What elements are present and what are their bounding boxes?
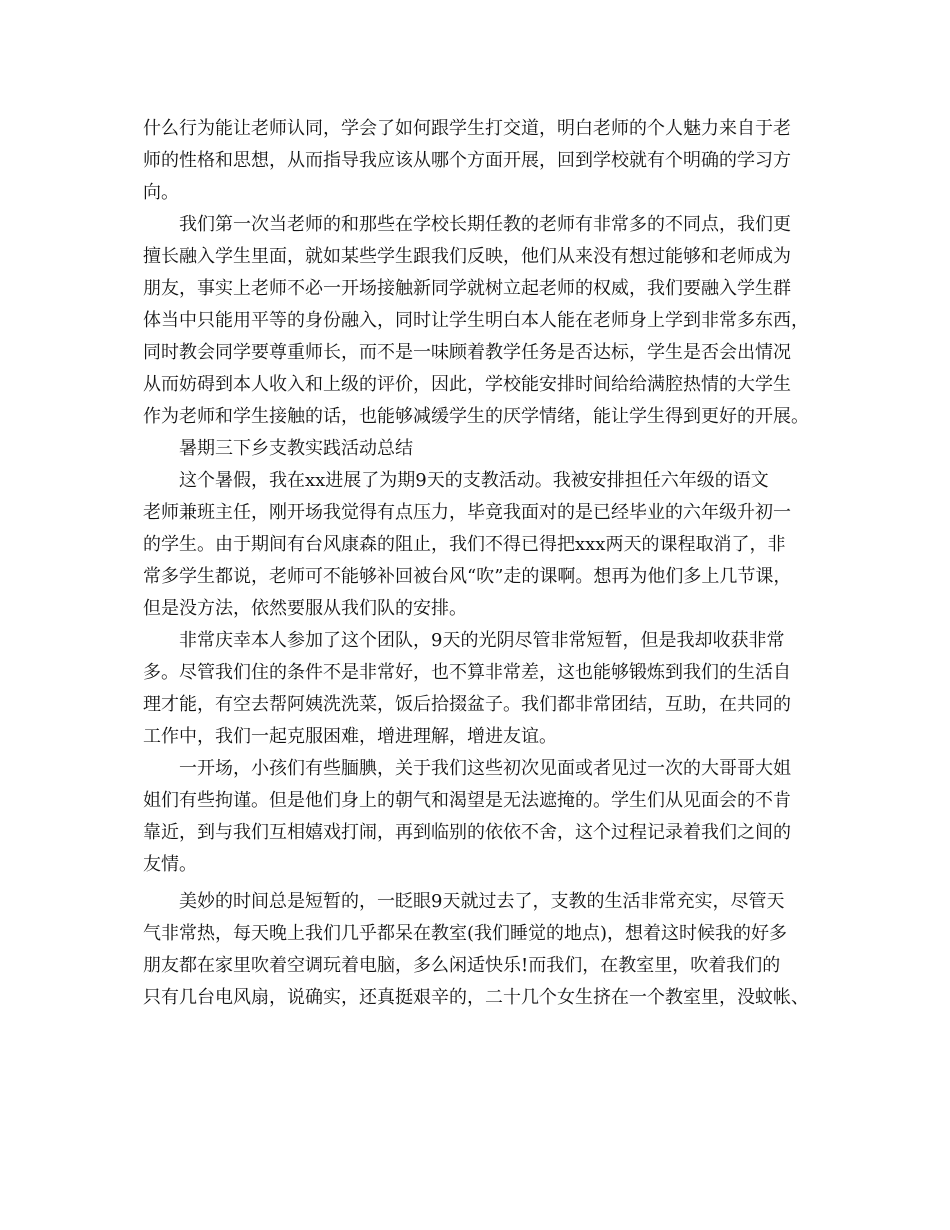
text-line: 这个暑假，我在xx进展了为期9天的支教活动。我被安排担任六年级的语文 xyxy=(143,470,769,491)
text-line: 只有几台电风扇，说确实，还真挺艰辛的，二十几个女生挤在一个教室里，没蚊帐、 xyxy=(143,987,809,1008)
text-line: 老师兼班主任，刚开场我觉得有点压力，毕竟我面对的是已经毕业的六年级升初一 xyxy=(143,502,791,523)
text-line: 姐们有些拘谨。但是他们身上的朝气和渴望是无法遮掩的。学生们从见面会的不肯 xyxy=(143,790,791,811)
text-line: 作为老师和学生接触的话，也能够减缓学生的厌学情绪，能让学生得到更好的开展。 xyxy=(143,406,809,427)
text-line: 的学生。由于期间有台风康森的阻止，我们不得已得把xxx两天的课程取消了，非 xyxy=(143,534,786,555)
text-line: 我们第一次当老师的和那些在学校长期任教的老师有非常多的不同点，我们更 xyxy=(143,214,791,235)
text-line: 非常庆幸本人参加了这个团队，9天的光阴尽管非常短暂，但是我却收获非常 xyxy=(143,630,785,651)
text-line: 暑期三下乡支教实践活动总结 xyxy=(143,438,413,459)
text-line: 向。 xyxy=(143,182,179,203)
text-line: 靠近，到与我们互相嬉戏打闹，再到临别的依依不舍，这个过程记录着我们之间的 xyxy=(143,822,791,843)
text-line: 多。尽管我们住的条件不是非常好，也不算非常差，这也能够锻炼到我们的生活自 xyxy=(143,662,791,683)
text-line: 气非常热，每天晚上我们几乎都呆在教室(我们睡觉的地点)，想着这时候我的好多 xyxy=(143,923,788,944)
text-line: 但是没方法，依然要服从我们队的安排。 xyxy=(143,598,467,619)
document-body xyxy=(143,113,823,1014)
text-line: 体当中只能用平等的身份融入，同时让学生明白本人能在老师身上学到非常多东西， xyxy=(143,310,809,331)
text-line: 从而妨碍到本人收入和上级的评价，因此，学校能安排时间给给满腔热情的大学生 xyxy=(143,374,791,395)
text-line: 擅长融入学生里面，就如某些学生跟我们反映，他们从来没有想过能够和老师成为 xyxy=(143,246,791,267)
text-line: 美妙的时间总是短暂的，一眨眼9天就过去了，支教的生活非常充实，尽管天 xyxy=(143,891,785,912)
text-line: 常多学生都说，老师可不能够补回被台风“吹”走的课啊。想再为他们多上几节课， xyxy=(143,566,792,587)
text-line: 什么行为能让老师认同，学会了如何跟学生打交道，明白老师的个人魅力来自于老 xyxy=(143,118,791,139)
text-line: 友情。 xyxy=(143,854,197,875)
text-line: 工作中，我们一起克服困难，增进理解，增进友谊。 xyxy=(143,726,557,747)
text-line: 同时教会同学要尊重师长，而不是一味顾着教学任务是否达标，学生是否会出情况 xyxy=(143,342,791,363)
text-line: 朋友都在家里吹着空调玩着电脑，多么闲适快乐!而我们，在教室里，吹着我们的 xyxy=(143,955,781,976)
text-line: 一开场，小孩们有些腼腆，关于我们这些初次见面或者见过一次的大哥哥大姐 xyxy=(143,758,791,779)
text-line: 师的性格和思想，从而指导我应该从哪个方面开展，回到学校就有个明确的学习方 xyxy=(143,150,791,171)
text-line: 朋友，事实上老师不必一开场接触新同学就树立起老师的权威，我们要融入学生群 xyxy=(143,278,791,299)
text-line: 理才能，有空去帮阿姨洗洗菜，饭后拾掇盆子。我们都非常团结，互助，在共同的 xyxy=(143,694,791,715)
